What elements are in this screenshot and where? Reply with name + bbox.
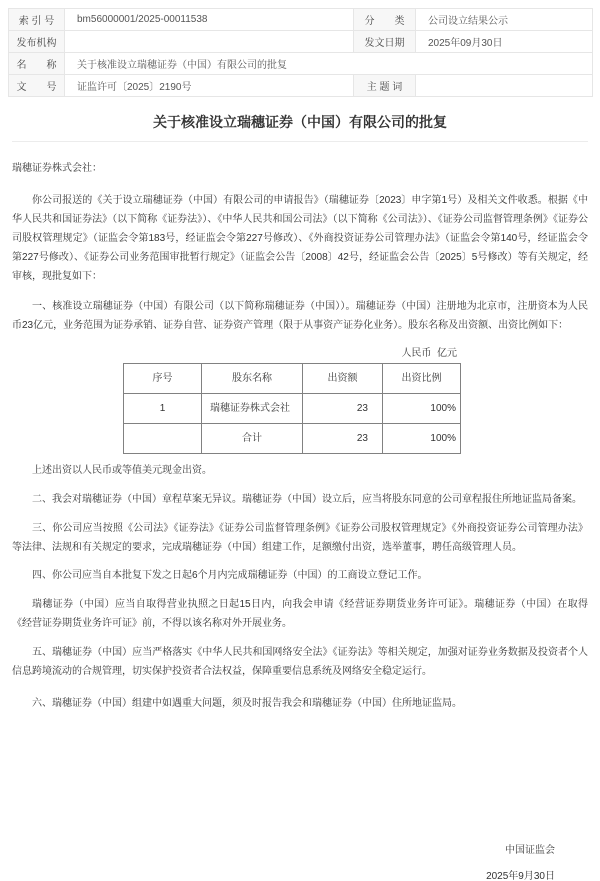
- header-contribution-amount: 出资额: [303, 364, 383, 394]
- paragraph-item-two: 二、我会对瑞穗证券（中国）章程草案无异议。瑞穗证券（中国）设立后，应当将股东同意的公司章程报住所地证监局备案。: [32, 494, 582, 505]
- cell-total-serial: [124, 424, 202, 454]
- currency-unit-label: 人民币 亿元: [401, 348, 457, 359]
- total-row: [124, 424, 461, 454]
- shareholder-row: [124, 394, 461, 424]
- salutation: 瑞穗证券株式会社：: [12, 163, 102, 174]
- document-number-value: 证监许可〔2025〕2190号: [65, 75, 354, 97]
- issuing-agency-label: 发布机构: [9, 31, 65, 53]
- cell-total-label: 合计: [202, 424, 303, 454]
- shareholder-table: [123, 363, 461, 454]
- document-footer: [0, 841, 600, 881]
- paragraph-intro: 你公司报送的《关于设立瑞穗证券（中国）有限公司的申请报告》（瑞穗证券〔2023〕申字第1号）及相关文件收悉。根据《中华人民共和国证券法》（以下简称《证券法》）、《中华人民共和国公司法》（以下简称《公司法》）、《证券公司监督管理条例》《证券公司股权管理规定》（证监会令第183号，经证监会令第227号修改）、《外商投资证券公司管理办法》（证监会令第140号，经证监会令第227号修改）、《证券公司业务范围审批暂行规定》（证监会公告〔2008〕42号，经证监会公告〔2025〕5号修改）等有关规定，经审核，现批复如下：: [12, 195, 588, 282]
- cell-contribution-amount: 23: [303, 394, 383, 424]
- meta-row-agency-date: [9, 31, 593, 53]
- title-divider: [12, 141, 588, 142]
- signature-date: 2025年9月30日: [486, 871, 555, 881]
- header-contribution-ratio: 出资比例: [383, 364, 461, 394]
- cell-total-ratio: 100%: [383, 424, 461, 454]
- index-number-value: bm56000001/2025-00011538: [65, 9, 354, 31]
- issue-date-label: 发文日期: [354, 31, 416, 53]
- paragraph-item-three: 三、你公司应当按照《公司法》《证券法》《证券公司监督管理条例》《证券公司股权管理规定》《外商投资证券公司管理办法》 等法律、法规和有关规定的要求，完成瑞穗证券（中国）组建工作，足额缴付出资，选举董事，聘任高级管理人员。: [12, 523, 588, 553]
- category-value: 公司设立结果公示: [416, 9, 593, 31]
- cell-contribution-ratio: 100%: [383, 394, 461, 424]
- subject-words-value: [416, 75, 593, 97]
- document-number-label: 文 号: [9, 75, 65, 97]
- issuing-agency-value: [65, 31, 354, 53]
- document-name-label: 名 称: [9, 53, 65, 75]
- header-shareholder-name: 股东名称: [202, 364, 303, 394]
- header-serial-number: 序号: [124, 364, 202, 394]
- cell-shareholder-name: 瑞穗证券株式会社: [202, 394, 303, 424]
- paragraph-contribution-note: 上述出资以人民币或等值美元现金出资。: [32, 465, 212, 476]
- cell-total-amount: 23: [303, 424, 383, 454]
- issuer-signature: 中国证监会: [505, 845, 555, 856]
- paragraph-item-six: 六、瑞穗证券（中国）组建中如遇重大问题，须及时报告我会和瑞穗证券（中国）住所地证监局。: [32, 698, 462, 709]
- index-number-label: 索 引 号: [9, 9, 65, 31]
- cell-serial-number: 1: [124, 394, 202, 424]
- meta-row-name: [9, 53, 593, 75]
- document-title: 关于核准设立瑞穗证券（中国）有限公司的批复: [153, 114, 447, 130]
- paragraph-item-five: 五、瑞穗证券（中国）应当严格落实《中华人民共和国网络安全法》《证券法》等相关规定，加强对证券业务数据及投资者个人信息跨境流动的合规管理，切实保护投资者合法权益，保障重要信息系统及网络安全稳定运行。: [12, 647, 588, 677]
- document-name-value: 关于核准设立瑞穗证券（中国）有限公司的批复: [65, 53, 593, 75]
- paragraph-item-one: 一、核准设立瑞穗证券（中国）有限公司（以下简称瑞穗证券（中国））。瑞穗证券（中国）注册地为北京市，注册资本为人民币23亿元，业务范围为证券承销、证券自营、证券资产管理（限于从事资产证券化业务）。股东名称及出资额、出资比例如下：: [12, 301, 588, 331]
- meta-info-table: [8, 8, 593, 97]
- meta-row-docno-subject: [9, 75, 593, 97]
- shareholder-table-header-row: [124, 364, 461, 394]
- meta-row-index-category: [9, 9, 593, 31]
- issue-date-value: 2025年09月30日: [416, 31, 593, 53]
- paragraph-item-four: 四、你公司应当自本批复下发之日起6个月内完成瑞穗证券（中国）的工商设立登记工作。: [32, 570, 428, 581]
- paragraph-license-note: 瑞穗证券（中国）应当自取得营业执照之日起15日内，向我会申请《经营证券期货业务许可证》。瑞穗证券（中国）在取得《经营证券期货业务许可证》前，不得以该名称对外开展业务。: [12, 599, 588, 629]
- category-label: 分 类: [354, 9, 416, 31]
- subject-words-label: 主 题 词: [354, 75, 416, 97]
- document-body: [0, 159, 600, 713]
